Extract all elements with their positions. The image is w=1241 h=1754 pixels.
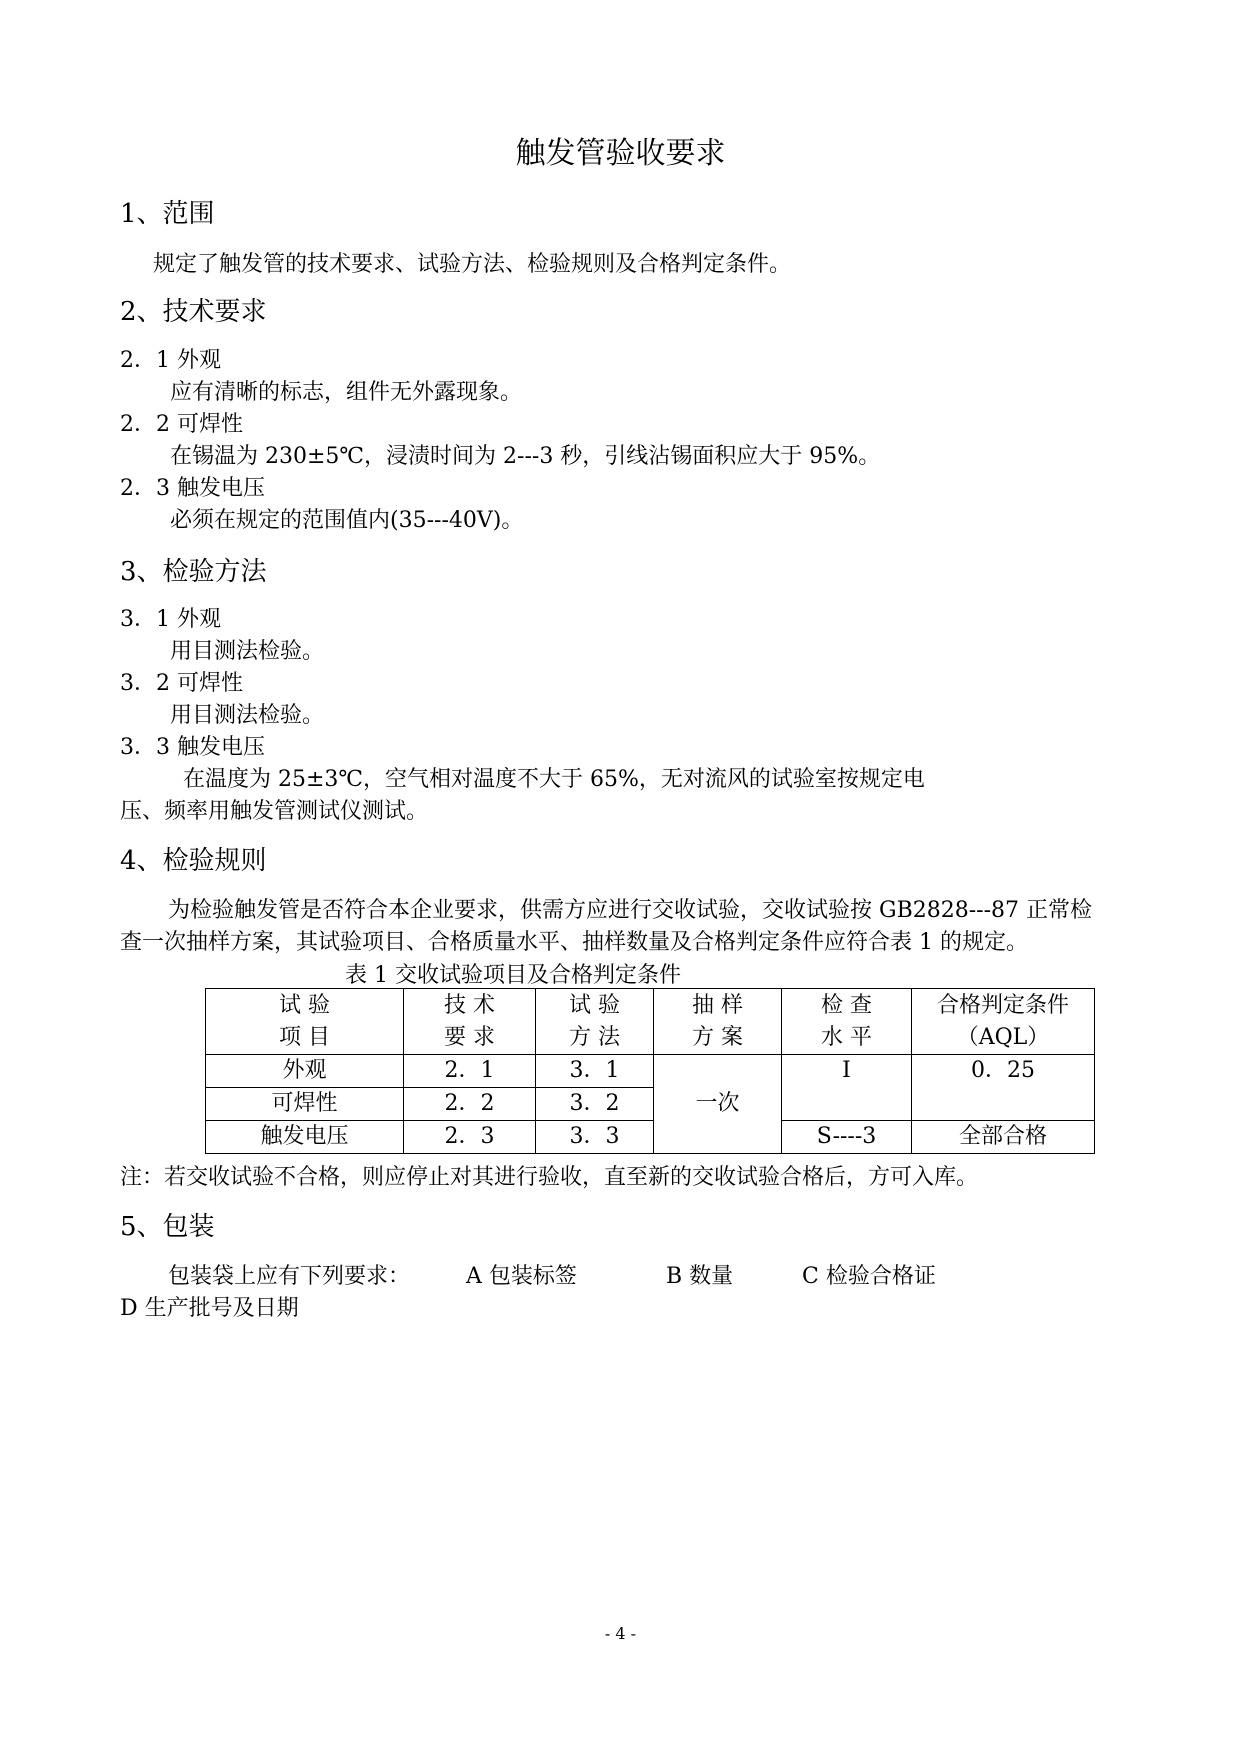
item-3-2-label: 3．2 可焊性 [120, 671, 243, 696]
table-note: 注：若交收试验不合格，则应停止对其进行验收，直至新的交收试验合格后，方可入库。 [120, 1165, 979, 1190]
inspection-table [205, 988, 1095, 1154]
section-3-heading: 3、检验方法 [120, 557, 267, 587]
section-4-para-line1: 为检验触发管是否符合本企业要求，供需方应进行交收试验，交收试验按 GB2828---87 正常检 [168, 898, 1093, 923]
header-test-item: 试 验 项 目 [206, 989, 404, 1055]
cell-req: 2．1 [404, 1055, 536, 1088]
table-caption: 表 1 交收试验项目及合格判定条件 [345, 963, 681, 988]
cell-item: 触发电压 [206, 1121, 404, 1154]
cell-method: 3．2 [536, 1088, 654, 1121]
item-3-2-text: 用目测法检验。 [170, 703, 325, 728]
cell-req: 2．2 [404, 1088, 536, 1121]
packaging-intro: 包装袋上应有下列要求： [168, 1264, 411, 1289]
section-5-heading: 5、包装 [120, 1212, 215, 1242]
item-2-3-text: 必须在规定的范围值内(35---40V)。 [170, 508, 524, 533]
section-1-text: 规定了触发管的技术要求、试验方法、检验规则及合格判定条件。 [153, 252, 792, 277]
section-2-heading: 2、技术要求 [120, 297, 267, 327]
section-4-heading: 4、检验规则 [120, 846, 267, 876]
table-header-row [206, 989, 1095, 1055]
cell-level-1: Ⅰ [782, 1055, 912, 1121]
packaging-item-d: D 生产批号及日期 [120, 1296, 299, 1321]
cell-method: 3．1 [536, 1055, 654, 1088]
page-title: 触发管验收要求 [515, 136, 726, 171]
cell-req: 2．3 [404, 1121, 536, 1154]
cell-level-2: S----3 [782, 1121, 912, 1154]
cell-item: 外观 [206, 1055, 404, 1088]
item-2-2-label: 2．2 可焊性 [120, 412, 243, 437]
cell-item: 可焊性 [206, 1088, 404, 1121]
packaging-item-b: B 数量 [666, 1264, 734, 1289]
packaging-item-a: A 包装标签 [466, 1264, 577, 1289]
page-number: - 4 - [604, 1624, 637, 1643]
cell-sampling: 一次 [654, 1055, 782, 1154]
item-3-1-text: 用目测法检验。 [170, 639, 325, 664]
item-2-1-label: 2．1 外观 [120, 348, 221, 373]
item-2-1-text: 应有清晰的标志，组件无外露现象。 [170, 380, 523, 405]
header-test-method: 试 验 方 法 [536, 989, 654, 1055]
cell-aql-1: 0．25 [912, 1055, 1095, 1121]
table-row [206, 1055, 1095, 1088]
header-sampling-plan: 抽 样 方 案 [654, 989, 782, 1055]
item-2-3-label: 2．3 触发电压 [120, 476, 265, 501]
header-inspection-level: 检 查 水 平 [782, 989, 912, 1055]
item-3-1-label: 3．1 外观 [120, 607, 221, 632]
section-1-heading: 1、范围 [120, 199, 215, 229]
item-3-3-label: 3．3 触发电压 [120, 735, 265, 760]
cell-method: 3．3 [536, 1121, 654, 1154]
item-3-3-text-line2: 压、频率用触发管测试仪测试。 [120, 799, 429, 824]
cell-aql-2: 全部合格 [912, 1121, 1095, 1154]
table-row [206, 1121, 1095, 1154]
item-3-3-text-line1: 在温度为 25±3℃，空气相对温度不大于 65%，无对流风的试验室按规定电 [183, 767, 925, 792]
header-aql: 合格判定条件 （AQL） [912, 989, 1095, 1055]
item-2-2-text: 在锡温为 230±5℃，浸渍时间为 2---3 秒，引线沾锡面积应大于 95%。 [170, 444, 881, 469]
header-tech-requirement: 技 术 要 求 [404, 989, 536, 1055]
packaging-item-c: C 检验合格证 [802, 1264, 936, 1289]
section-4-para-line2: 查一次抽样方案，其试验项目、合格质量水平、抽样数量及合格判定条件应符合表 1 的规定。 [120, 930, 1028, 955]
